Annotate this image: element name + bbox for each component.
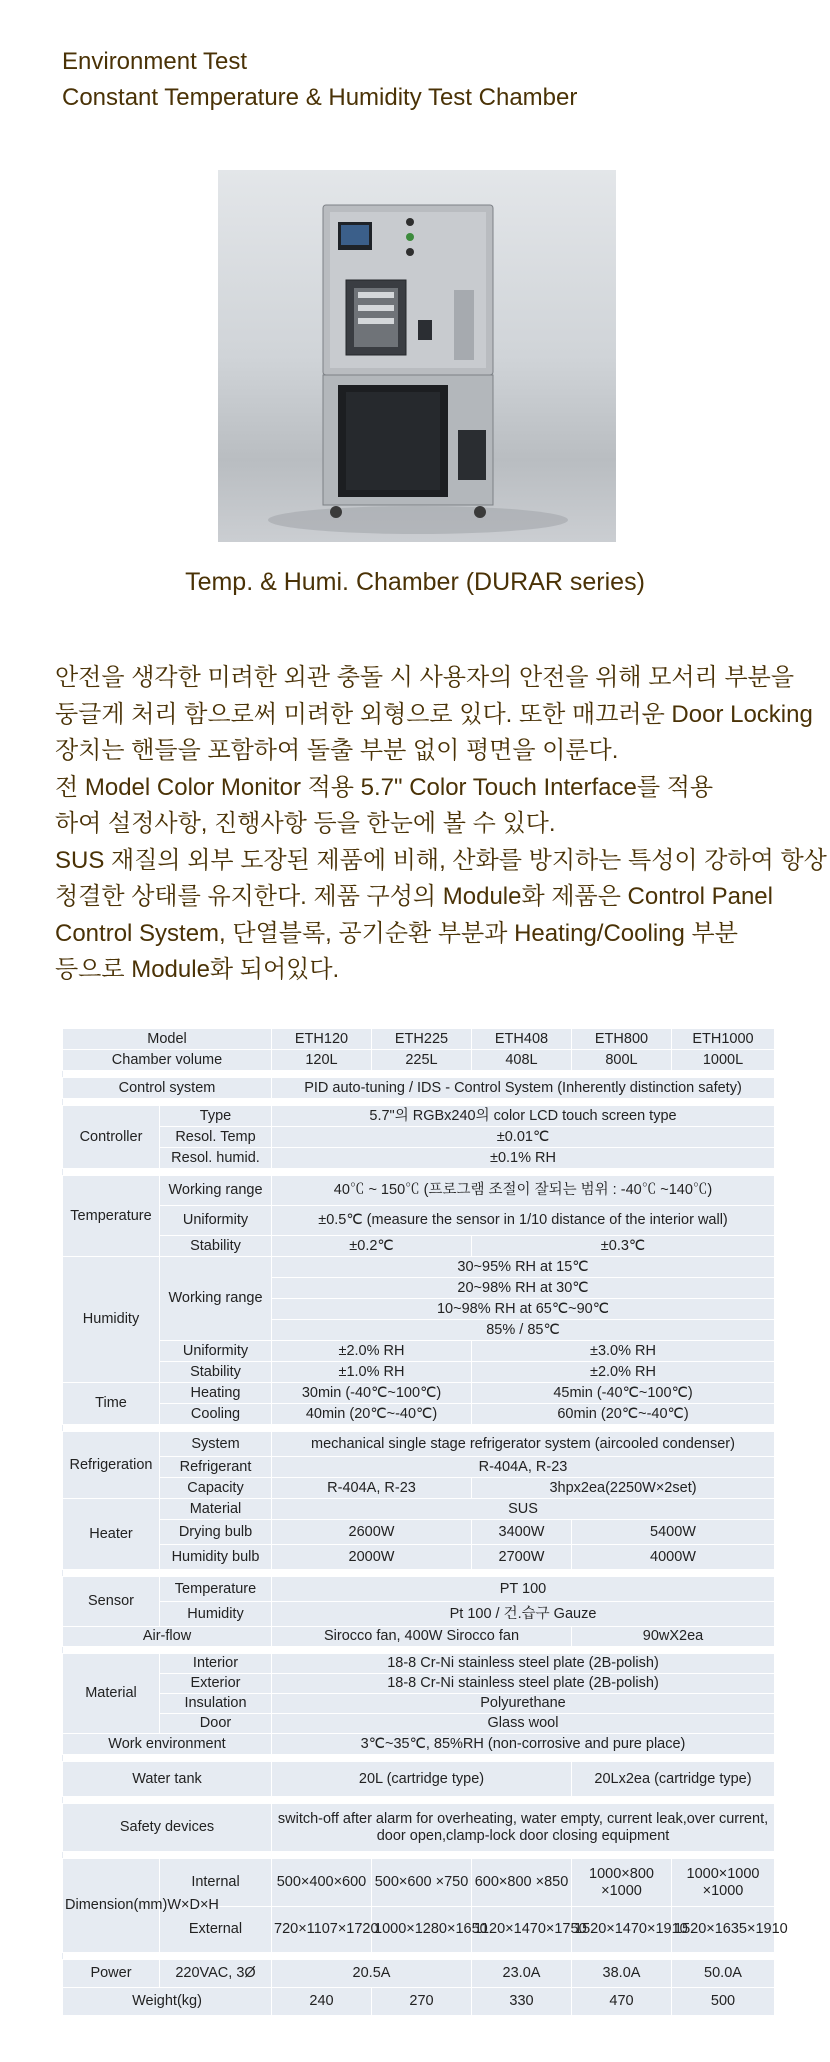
- table-cell: switch-off after alarm for overheating, water empty, current leak,over current, door open,clamp-lock door closing equipment: [272, 1804, 775, 1852]
- table-cell: 500×600 ×750: [372, 1859, 472, 1907]
- table-cell: mechanical single stage refrigerator system (aircooled condenser): [272, 1432, 775, 1457]
- row-label: Uniformity: [160, 1206, 272, 1236]
- row-label: Control system: [63, 1078, 272, 1099]
- row-label: External: [160, 1907, 272, 1953]
- table-cell: 470: [572, 1988, 672, 2016]
- table-row: [63, 1804, 775, 1852]
- table-cell: 40℃ ~ 150℃ (프로그램 조절이 잘되는 범위 : -40℃ ~140℃): [272, 1176, 775, 1206]
- table-row: [63, 1762, 775, 1797]
- table-row: [63, 1206, 775, 1236]
- table-row: [63, 1148, 775, 1169]
- table-cell: 20L (cartridge type): [272, 1762, 572, 1797]
- table-cell: 500×400×600: [272, 1859, 372, 1907]
- table-row: [63, 1106, 775, 1127]
- table-cell: 1120×1470×1750: [472, 1907, 572, 1953]
- table-row: [63, 1404, 775, 1425]
- table-row: [63, 1694, 775, 1714]
- row-label: Insulation: [160, 1694, 272, 1714]
- row-label: 220VAC, 3Ø: [160, 1960, 272, 1988]
- table-cell: ±2.0% RH: [272, 1341, 472, 1362]
- table-cell: PID auto-tuning / IDS - Control System (Inherently distinction safety): [272, 1078, 775, 1099]
- table-cell: 1520×1470×1910: [572, 1907, 672, 1953]
- row-label: Exterior: [160, 1674, 272, 1694]
- row-label: Water tank: [63, 1762, 272, 1797]
- table-cell: 500: [672, 1988, 775, 2016]
- table-cell: 30min (-40℃~100℃): [272, 1383, 472, 1404]
- row-label: System: [160, 1432, 272, 1457]
- description-line: 둥글게 처리 함으로써 미려한 외형으로 있다. 또한 매끄러운 Door Locking: [55, 700, 813, 728]
- table-cell: 38.0A: [572, 1960, 672, 1988]
- table-cell: 1000×1280×1650: [372, 1907, 472, 1953]
- table-cell: 2000W: [272, 1545, 472, 1570]
- table-row: [63, 1577, 775, 1602]
- table-cell: 1000×1000 ×1000: [672, 1859, 775, 1907]
- row-label: Work environment: [63, 1734, 272, 1755]
- table-cell: 5400W: [572, 1520, 775, 1545]
- row-label: Type: [160, 1106, 272, 1127]
- table-cell: 85% / 85℃: [272, 1320, 775, 1341]
- row-label: Chamber volume: [63, 1050, 272, 1071]
- group-label: Material: [63, 1654, 160, 1734]
- table-cell: ±1.0% RH: [272, 1362, 472, 1383]
- description-line: 청결한 상태를 유지한다. 제품 구성의 Module화 제품은 Control Panel: [55, 883, 773, 910]
- row-label: Refrigerant: [160, 1457, 272, 1478]
- row-label: Internal: [160, 1859, 272, 1907]
- table-cell: Pt 100 / 건.습구 Gauze: [272, 1602, 775, 1627]
- description-line: 등으로 Module화 되어있다.: [55, 956, 340, 983]
- row-label: Material: [160, 1499, 272, 1520]
- description-line: SUS 재질의 외부 도장된 제품에 비해, 산화를 방지하는 특성이 강하여 항상: [55, 846, 827, 874]
- row-label: Humidity bulb: [160, 1545, 272, 1570]
- table-cell: 50.0A: [672, 1960, 775, 1988]
- group-label: Sensor: [63, 1577, 160, 1627]
- table-cell: 20Lx2ea (cartridge type): [572, 1762, 775, 1797]
- table-cell: ±0.01℃: [272, 1127, 775, 1148]
- table-cell: 3400W: [472, 1520, 572, 1545]
- table-row: [63, 1457, 775, 1478]
- row-label: Model: [63, 1029, 272, 1050]
- table-cell: 2600W: [272, 1520, 472, 1545]
- header-line-2: Constant Temperature & Humidity Test Chamber: [62, 84, 578, 111]
- table-cell: ±0.5℃ (measure the sensor in 1/10 distance of the interior wall): [272, 1206, 775, 1236]
- product-photo: [218, 170, 616, 542]
- table-row: [63, 1627, 775, 1647]
- chamber-illustration: [218, 170, 616, 542]
- table-row: [63, 1176, 775, 1206]
- group-label: Heater: [63, 1499, 160, 1570]
- row-label: Stability: [160, 1236, 272, 1257]
- table-cell: 1000L: [672, 1050, 775, 1071]
- table-row: [63, 1654, 775, 1674]
- table-cell: ±0.3℃: [472, 1236, 775, 1257]
- table-row: [63, 1988, 775, 2016]
- table-cell: 270: [372, 1988, 472, 2016]
- table-cell: ETH800: [572, 1029, 672, 1050]
- table-cell: 330: [472, 1988, 572, 2016]
- table-cell: 1520×1635×1910: [672, 1907, 775, 1953]
- table-row: [63, 1714, 775, 1734]
- table-cell: 1000×800 ×1000: [572, 1859, 672, 1907]
- row-label: Resol. humid.: [160, 1148, 272, 1169]
- row-label: Temperature: [160, 1577, 272, 1602]
- description-line: 하여 설정사항, 진행사항 등을 한눈에 볼 수 있다.: [55, 810, 556, 837]
- row-label: Humidity: [160, 1602, 272, 1627]
- description-line: 안전을 생각한 미려한 외관 충돌 시 사용자의 안전을 위해 모서리 부분을: [55, 664, 795, 691]
- table-cell: ETH225: [372, 1029, 472, 1050]
- table-cell: 10~98% RH at 65℃~90℃: [272, 1299, 775, 1320]
- table-row: [63, 1478, 775, 1499]
- row-label: Uniformity: [160, 1341, 272, 1362]
- table-cell: ±2.0% RH: [472, 1362, 775, 1383]
- table-cell: ±3.0% RH: [472, 1341, 775, 1362]
- row-label: Drying bulb: [160, 1520, 272, 1545]
- description-line: Control System, 단열블록, 공기순환 부분과 Heating/Cooling 부분: [55, 919, 738, 947]
- product-description: [55, 660, 827, 989]
- table-cell: 408L: [472, 1050, 572, 1071]
- table-cell: 600×800 ×850: [472, 1859, 572, 1907]
- table-row: [63, 1674, 775, 1694]
- table-cell: 18-8 Cr-Ni stainless steel plate (2B-polish): [272, 1654, 775, 1674]
- table-cell: Polyurethane: [272, 1694, 775, 1714]
- group-label: Humidity: [63, 1257, 160, 1383]
- table-row: [63, 1341, 775, 1362]
- table-cell: Sirocco fan, 400W Sirocco fan: [272, 1627, 572, 1647]
- table-cell: Glass wool: [272, 1714, 775, 1734]
- row-label: Weight(kg): [63, 1988, 272, 2016]
- row-label: Stability: [160, 1362, 272, 1383]
- table-row: [63, 1078, 775, 1099]
- table-row: [63, 1734, 775, 1755]
- table-cell: 3℃~35℃, 85%RH (non-corrosive and pure place): [272, 1734, 775, 1755]
- table-cell: 5.7"의 RGBx240의 color LCD touch screen type: [272, 1106, 775, 1127]
- table-row: [63, 1257, 775, 1278]
- table-cell: ETH1000: [672, 1029, 775, 1050]
- row-label: Working range: [160, 1176, 272, 1206]
- group-label: Dimension(mm)W×D×H: [63, 1859, 160, 1953]
- table-cell: 225L: [372, 1050, 472, 1071]
- table-row: [63, 1029, 775, 1050]
- table-row: [63, 1362, 775, 1383]
- row-label: Air-flow: [63, 1627, 272, 1647]
- table-cell: ETH120: [272, 1029, 372, 1050]
- table-row: [63, 1545, 775, 1570]
- table-cell: SUS: [272, 1499, 775, 1520]
- table-cell: R-404A, R-23: [272, 1478, 472, 1499]
- description-line: 장치는 핸들을 포함하여 돌출 부분 없이 평면을 이룬다.: [55, 737, 619, 764]
- table-cell: ±0.1% RH: [272, 1148, 775, 1169]
- table-row: [63, 1960, 775, 1988]
- table-cell: PT 100: [272, 1577, 775, 1602]
- row-label: Capacity: [160, 1478, 272, 1499]
- table-cell: 60min (20℃~-40℃): [472, 1404, 775, 1425]
- table-cell: 120L: [272, 1050, 372, 1071]
- group-label: Controller: [63, 1106, 160, 1169]
- group-label: Temperature: [63, 1176, 160, 1257]
- group-label: Refrigeration: [63, 1432, 160, 1499]
- table-cell: 720×1107×1720: [272, 1907, 372, 1953]
- table-row: [63, 1127, 775, 1148]
- table-row: [63, 1520, 775, 1545]
- table-cell: 20.5A: [272, 1960, 472, 1988]
- table-row: [63, 1432, 775, 1457]
- spec-table: [62, 1028, 788, 2016]
- description-line: 전 Model Color Monitor 적용 5.7" Color Touch Interface를 적용: [55, 773, 714, 801]
- table-cell: 240: [272, 1988, 372, 2016]
- table-cell: 4000W: [572, 1545, 775, 1570]
- table-cell: 3hpx2ea(2250W×2set): [472, 1478, 775, 1499]
- header-line-1: Environment Test: [62, 48, 247, 75]
- table-cell: 90wX2ea: [572, 1627, 775, 1647]
- row-label: Power: [63, 1960, 160, 1988]
- table-cell: 20~98% RH at 30℃: [272, 1278, 775, 1299]
- table-cell: 2700W: [472, 1545, 572, 1570]
- table-row: [63, 1859, 775, 1907]
- page-header: [62, 44, 577, 116]
- table-cell: 23.0A: [472, 1960, 572, 1988]
- group-label: Time: [63, 1383, 160, 1425]
- table-cell: R-404A, R-23: [272, 1457, 775, 1478]
- row-label: Interior: [160, 1654, 272, 1674]
- table-cell: 18-8 Cr-Ni stainless steel plate (2B-polish): [272, 1674, 775, 1694]
- table-cell: ETH408: [472, 1029, 572, 1050]
- table-cell: 45min (-40℃~100℃): [472, 1383, 775, 1404]
- table-row: [63, 1236, 775, 1257]
- row-label: Working range: [160, 1257, 272, 1341]
- table-cell: 40min (20℃~-40℃): [272, 1404, 472, 1425]
- table-row: [63, 1383, 775, 1404]
- row-label: Resol. Temp: [160, 1127, 272, 1148]
- table-row: [63, 1602, 775, 1627]
- row-label: Heating: [160, 1383, 272, 1404]
- table-row: [63, 1499, 775, 1520]
- row-label: Door: [160, 1714, 272, 1734]
- table-cell: 30~95% RH at 15℃: [272, 1257, 775, 1278]
- photo-caption: Temp. & Humi. Chamber (DURAR series): [185, 568, 645, 596]
- table-row: [63, 1050, 775, 1071]
- row-label: Cooling: [160, 1404, 272, 1425]
- table-row: [63, 1907, 775, 1953]
- row-label: Safety devices: [63, 1804, 272, 1852]
- table-cell: 800L: [572, 1050, 672, 1071]
- table-cell: ±0.2℃: [272, 1236, 472, 1257]
